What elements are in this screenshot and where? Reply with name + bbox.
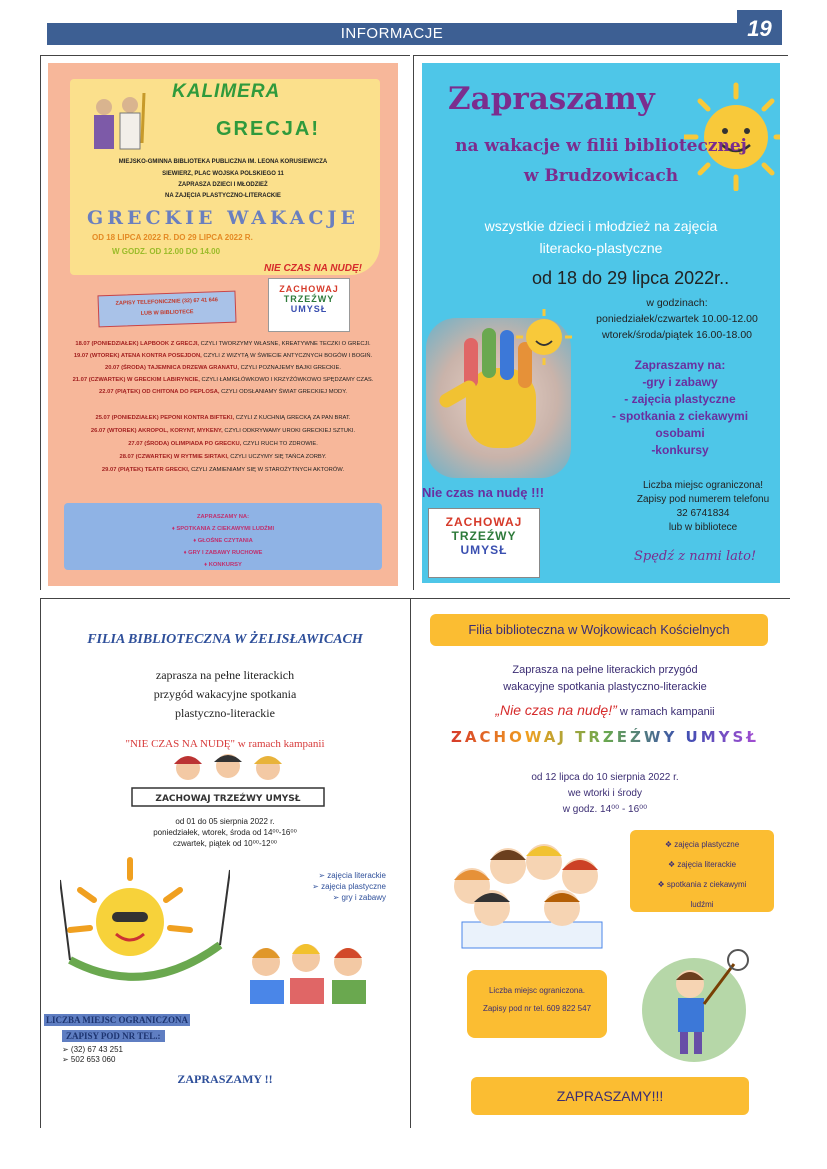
- poster-brudzowice: [422, 63, 780, 583]
- logo-line: TRZEŹWY: [283, 294, 335, 304]
- section-header: INFORMACJE: [47, 23, 737, 45]
- logo-line: ZACHOWAJ: [445, 515, 523, 529]
- hours-line: poniedziałek/czwartek 10.00-12.00: [596, 313, 758, 325]
- signup-phone: Zapisy pod nr tel. 609 822 547: [482, 1004, 592, 1013]
- divider: [413, 55, 414, 590]
- phone-number: ➢ (32) 67 43 251: [62, 1045, 123, 1054]
- hours-line: w godz. 14⁰⁰ - 16⁰⁰: [562, 804, 648, 815]
- schedule-item: 20.07 (ŚRODA) TAJEMNICA DRZEWA GRANATU, CZYLI POZNAJEMY BAJKI GRECKIE.: [104, 365, 341, 371]
- intro-line: Zaprasza na pełne literackich przygód: [512, 664, 698, 676]
- poster-title-kalimera: KALIMERA: [172, 81, 281, 102]
- logo-line: UMYSŁ: [460, 543, 508, 557]
- slogan: Nie czas na nudę !!!: [422, 485, 545, 500]
- schedule-item: 21.07 (CZWARTEK) W GRECKIM LABIRYNCIE, CZYLI ŁAMIGŁÓWKOWO I KRZYŻÓWKOWO SPĘDZAMY CZAS.: [72, 377, 374, 383]
- info-line: Liczba miejsc ograniczona!: [642, 480, 764, 491]
- poster-title-grecja: GRECJA!: [216, 118, 321, 140]
- event-name: GRECKIE WAKACJE: [86, 207, 360, 229]
- closing: Spędź z nami lato!: [634, 549, 757, 564]
- activities-box: [630, 830, 774, 912]
- subtitle-line: w Brudzowicach: [523, 166, 679, 186]
- info-line: 32 6741834: [676, 508, 730, 519]
- activity-item: ➢ zajęcia plastyczne: [312, 882, 386, 891]
- poster-greckie-wakacje: [48, 63, 398, 586]
- hours-line: wtorek/środa/piątek 16.00-18.00: [601, 329, 752, 341]
- campaign-logo: [268, 278, 350, 332]
- invite-item: -konkursy: [651, 443, 709, 457]
- event-dates: OD 18 LIPCA 2022 R. DO 29 LIPCA 2022 R.: [92, 233, 253, 242]
- campaign-line: [420, 702, 790, 718]
- campaign-name: [420, 728, 790, 746]
- activity-item: ❖ zajęcia literackie: [667, 860, 737, 869]
- poster-title: FILIA BIBLIOTECZNA W ŻELISŁAWICACH: [87, 632, 363, 647]
- hours-line: czwartek, piątek od 10⁰⁰-12⁰⁰: [173, 839, 277, 848]
- phone-list: [62, 1045, 123, 1065]
- closing: ZAPRASZAMY!!!: [471, 1077, 749, 1115]
- invite-box: [64, 503, 382, 570]
- invite-item: ♦ GRY I ZABAWY RUCHOWE: [183, 550, 263, 556]
- invite-heading: ZAPRASZAMY NA:: [196, 514, 250, 520]
- divider: [40, 55, 410, 56]
- invite-item: ♦ SPOTKANIA Z CIEKAWYMI LUDŹMI: [171, 526, 275, 532]
- org-line: NA ZAJĘCIA PLASTYCZNO-LITERACKIE: [165, 193, 281, 199]
- cartoon-kids-logo: [128, 750, 328, 810]
- campaign-line: "NIE CZAS NA NUDĘ" w ramach kampanii: [125, 738, 325, 750]
- schedule-item: 26.07 (WTOREK) AKROPOL, KORYNT, MYKENY, CZYLI ODKRYWAMY UROKI GRECKIEJ SZTUKI.: [90, 428, 356, 434]
- signup-label: ZAPISY POD NR TEL.:: [62, 1030, 165, 1042]
- activity-item: ludźmi: [690, 900, 714, 909]
- poster-zelislawice: [40, 600, 410, 1130]
- event-hours: W GODZ. OD 12.00 DO 14.00: [112, 247, 221, 256]
- dates-line: od 01 do 05 sierpnia 2022 r.: [175, 817, 275, 826]
- activity-item: ➢ zajęcia literackie: [318, 871, 386, 880]
- divider: [413, 55, 788, 56]
- audience-line: wszystkie dzieci i młodzież na zajęcia: [484, 218, 718, 234]
- intro: [420, 662, 790, 696]
- page-number: 19: [737, 10, 782, 45]
- divider: [410, 598, 790, 599]
- invite-item: - spotkania z ciekawymi: [611, 409, 749, 423]
- org-line: SIEWIERZ, PLAC WOJSKA POLSKIEGO 11: [162, 171, 284, 177]
- schedule-item: 25.07 (PONIEDZIAŁEK) PEPONI KONTRA BIFTEKI, CZYLI Z KUCHNIĄ GRECKĄ ZA PAN BRAT.: [95, 415, 351, 421]
- event-hours: [574, 295, 780, 343]
- schedule-item: 18.07 (PONIEDZIAŁEK) LAPBOOK Z GRECJI, CZYLI TWORZYMY WŁASNE, KREATYWNE TECZKI O GRECJI.: [75, 341, 371, 347]
- poster-title: Filia biblioteczna w Wojkowicach Kościelnych: [430, 614, 768, 646]
- small-sun-icon: [514, 307, 574, 367]
- info-line: Zapisy pod numerem telefonu: [636, 494, 770, 505]
- activity-item: ➢ gry i zabawy: [332, 893, 386, 902]
- limited-places: LICZBA MIEJSC OGRANICZONA: [46, 1015, 189, 1025]
- closing: ZAPRASZAMY !!: [177, 1072, 273, 1086]
- audience: [422, 215, 780, 259]
- slogan: NIE CZAS NA NUDĘ!: [264, 263, 362, 274]
- campaign-logo: [428, 508, 540, 578]
- schedule-item: 28.07 (CZWARTEK) W RYTMIE SIRTAKI, CZYLI UCZYMY SIĘ TAŃCA ZORBY.: [119, 454, 327, 460]
- logo-line: ZACHOWAJ: [279, 284, 339, 294]
- invite-item: -gry i zabawy: [642, 375, 718, 389]
- invite-item: osobami: [655, 426, 705, 440]
- event-times: [420, 770, 790, 818]
- divider: [410, 598, 411, 1128]
- schedule-item: 22.07 (PIĄTEK) OD CHITONA DO PEPLOSA, CZYLI ODSŁANIAMY ŚWIAT GRECKIEJ MODY.: [99, 389, 347, 395]
- boy-with-net-illustration: [634, 944, 754, 1064]
- intro: [40, 666, 410, 723]
- activity-item: ❖ spotkania z ciekawymi: [657, 880, 747, 889]
- hours-label: w godzinach:: [646, 297, 708, 309]
- greek-figures-illustration: [84, 93, 154, 153]
- signup-box: [97, 291, 236, 328]
- intro-line: wakacyjne spotkania plastyczno-literackie: [503, 681, 707, 693]
- activity-list: [276, 870, 386, 903]
- logo-line: UMYSŁ: [290, 304, 328, 314]
- campaign-quote: „Nie czas na nudę!”: [495, 702, 617, 718]
- subtitle-line: na wakacje w filii bibliotecznej: [455, 136, 747, 156]
- info-line: lub w bibliotece: [668, 522, 738, 533]
- event-dates: od 18 do 29 lipca 2022r..: [532, 268, 730, 288]
- org-line: ZAPRASZA DZIECI I MŁODZIEŻ: [178, 182, 268, 188]
- schedule-item: 27.07 (ŚRODA) OLIMPIADA PO GRECKU, CZYLI RUCH TO ZDROWIE.: [128, 441, 318, 447]
- limited-places: Liczba miejsc ograniczona.: [488, 986, 586, 995]
- invite-item: - zajęcia plastyczne: [624, 392, 736, 406]
- invite-list: [590, 357, 770, 459]
- sun-hammock-illustration: [60, 850, 230, 1010]
- hours-line: poniedziałek, wtorek, środa od 14⁰⁰-16⁰⁰: [153, 828, 297, 837]
- audience-line: literacko-plastyczne: [539, 240, 663, 256]
- poster-subtitle: [422, 131, 780, 191]
- logo-text: ZACHOWAJ TRZEŹWY UMYSŁ: [155, 794, 301, 804]
- phone-number: ➢ 502 653 060: [62, 1055, 116, 1064]
- signup-info: [628, 479, 778, 535]
- kids-reading-illustration: [236, 936, 386, 1016]
- schedule-item: 19.07 (WTOREK) ATENA KONTRA POSEJDON, CZYLI Z WIZYTĄ W ŚWIECIE ANTYCZNYCH BOGÓW I BOGIŃ.: [73, 353, 373, 359]
- invite-item: ♦ KONKURSY: [204, 562, 242, 568]
- kids-group-illustration: [432, 826, 628, 954]
- divider: [40, 55, 41, 590]
- signup-box: [467, 970, 607, 1038]
- org-line: MIEJSKO-GMINNA BIBLIOTEKA PUBLICZNA IM. LEONA KORUSIEWICZA: [118, 159, 328, 165]
- divider: [40, 598, 410, 599]
- schedule-item: 29.07 (PIĄTEK) TEATR GRECKI, CZYLI ZAMIENIAMY SIĘ W STAROŻYTNYCH AKTORÓW.: [101, 467, 345, 473]
- signup-alt: LUB W BIBLIOTECE: [140, 309, 194, 317]
- poster-title: Zapraszamy: [448, 81, 655, 117]
- intro-line: plastyczno-literackie: [175, 706, 275, 720]
- dates-line: od 12 lipca do 10 sierpnia 2022 r.: [531, 772, 679, 783]
- days-line: we wtorki i środy: [568, 788, 642, 799]
- logo-line: TRZEŹWY: [451, 529, 517, 543]
- poster-wojkowice: [420, 600, 790, 1130]
- activity-list: [630, 839, 774, 910]
- signup-phone: ZAPISY TELEFONICZNIE (32) 67 41 646: [115, 297, 218, 307]
- campaign-rest: w ramach kampanii: [616, 706, 715, 718]
- activity-item: ❖ zajęcia plastyczne: [664, 840, 740, 849]
- intro-line: przygód wakacyjne spotkania: [153, 687, 297, 701]
- invite-heading: Zapraszamy na:: [634, 358, 726, 372]
- intro-line: zaprasza na pełne literackich: [155, 668, 295, 682]
- invite-item: ♦ GŁOŚNE CZYTANIA: [193, 538, 253, 544]
- event-times: [40, 816, 410, 849]
- campaign-name-text: ZACHOWAJ TRZEŹWY UMYSŁ: [451, 728, 759, 746]
